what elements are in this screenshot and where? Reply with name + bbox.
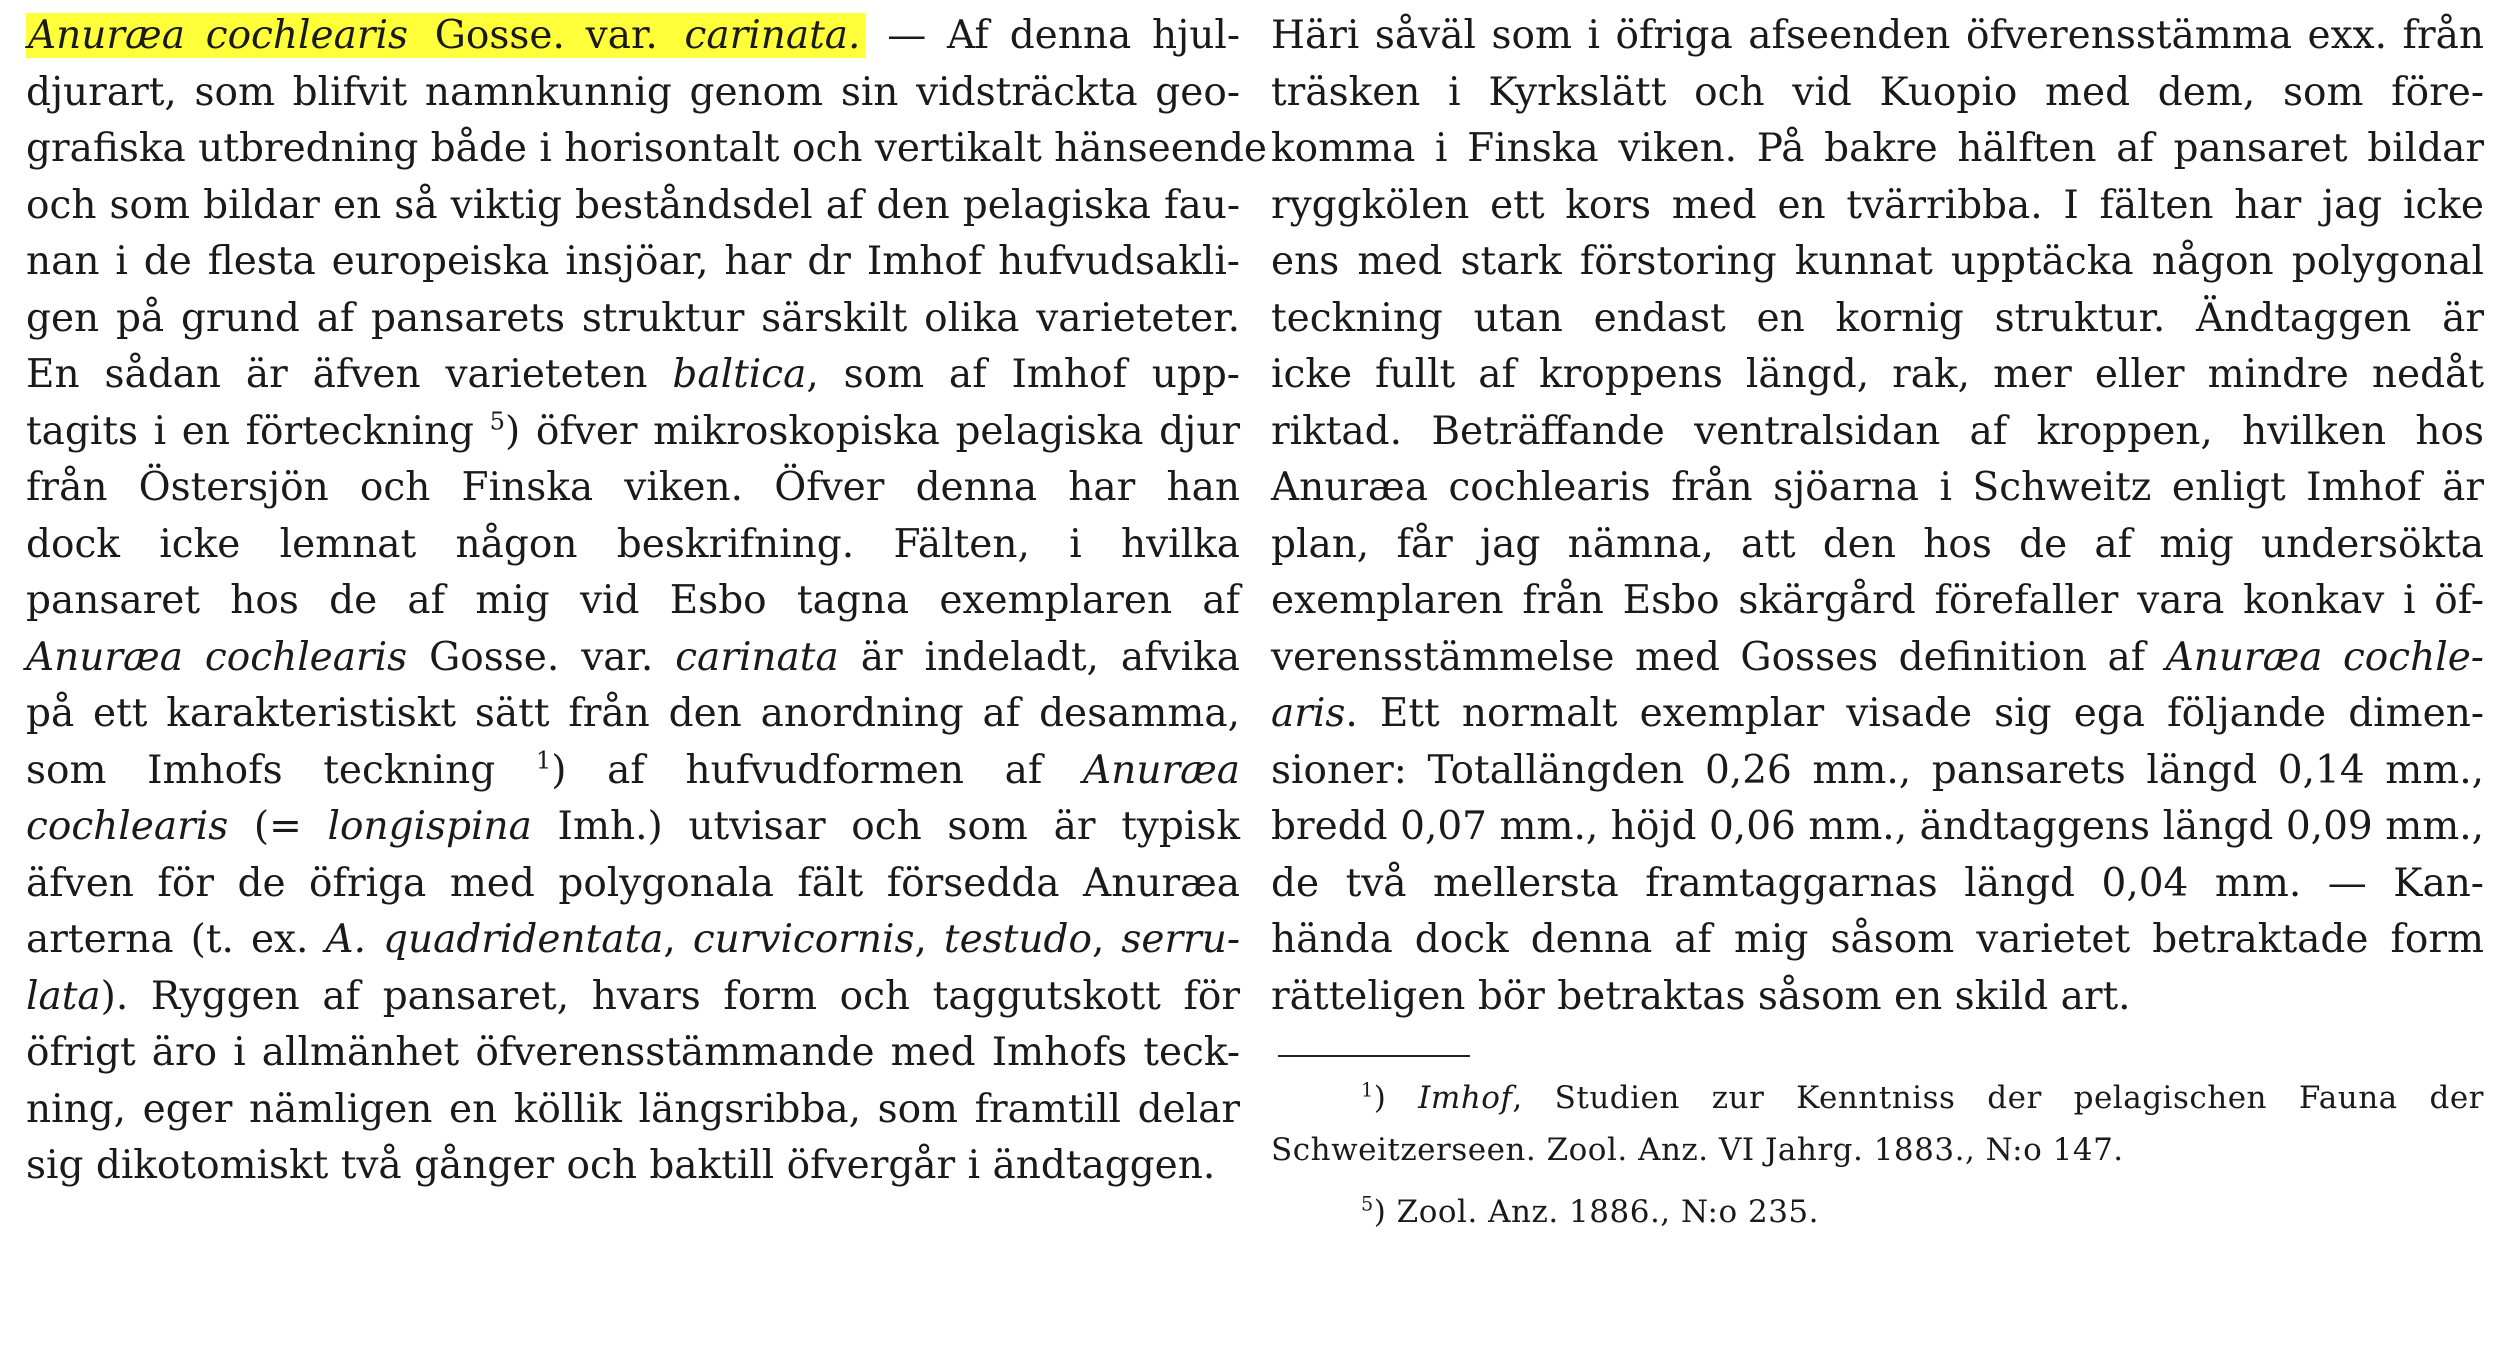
text-line <box>26 912 1240 969</box>
text-segment: hända dock denna af mig såsom varietet betraktade form <box>1271 917 2484 962</box>
text-segment: som Imhofs teckning <box>26 747 536 793</box>
text-segment: äfven för de öfriga med polygonala fält försedda Anuræa <box>26 860 1240 906</box>
footnote-marker: 5 <box>489 407 506 435</box>
text-line <box>26 234 1240 291</box>
footnote-line <box>1271 1072 2484 1124</box>
text-line <box>26 347 1240 404</box>
text-line <box>26 121 1267 178</box>
text-segment: verensstämmelse med Gosses definition af <box>1271 634 2166 680</box>
text-segment: från Östersjön och Finska viken. Öfver denna har han <box>26 465 1240 510</box>
text-line <box>1271 347 2484 404</box>
text-segment: teckning utan endast en kornig struktur. Ändtaggen är <box>1271 295 2484 341</box>
italic-text: curvicornis <box>692 917 915 962</box>
text-line <box>1271 799 2484 856</box>
text-line <box>1271 404 2484 461</box>
text-line <box>26 8 1240 65</box>
text-line <box>26 686 1240 743</box>
italic-text: Imhof <box>1418 1080 1513 1116</box>
text-segment: ) <box>1373 1080 1419 1116</box>
text-line <box>1271 573 2484 630</box>
footnote-marker: 1 <box>535 746 552 774</box>
text-line <box>1271 121 2484 178</box>
text-line <box>1271 65 2484 122</box>
text-segment: En sådan är äfven varieteten <box>26 352 673 397</box>
text-segment: , <box>663 917 693 962</box>
text-segment: pansaret hos de af mig vid Esbo tagna exemplaren af <box>26 578 1240 623</box>
text-line <box>26 630 1240 687</box>
text-line <box>26 1138 1240 1195</box>
text-segment: träsken i Kyrkslätt och vid Kuopio med dem, som före- <box>1271 69 2484 115</box>
text-line <box>26 178 1240 235</box>
text-segment: — Af denna hjul- <box>866 13 1240 58</box>
text-segment: på ett karakteristiskt sätt från den anordning af desamma, <box>26 691 1240 736</box>
text-line <box>26 969 1240 1026</box>
text-segment: gen på grund af pansarets struktur särskilt olika varieteter. <box>26 295 1240 341</box>
italic-text: aris <box>1271 691 1346 736</box>
text-segment: , Studien zur Kenntniss der pelagischen Fauna der <box>1512 1080 2484 1116</box>
italic-text: baltica <box>672 352 807 397</box>
text-line <box>1271 178 2484 235</box>
text-segment: Häri såväl som i öfriga afseenden öfverensstämma exx. från <box>1271 13 2484 58</box>
text-line <box>26 856 1240 913</box>
text-segment: dock icke lemnat någon beskrifning. Fälten, i hvilka <box>26 521 1240 567</box>
footnote-line <box>1271 1186 2484 1238</box>
text-segment: riktad. Beträffande ventralsidan af kroppen, hvilken hos <box>1271 408 2484 454</box>
text-segment: Imh.) utvisar och som är typisk <box>531 804 1240 849</box>
text-line <box>1271 460 2484 517</box>
text-segment: ). Ryggen af pansaret, hvars form och taggutskott för <box>100 973 1240 1019</box>
footnotes <box>1271 1072 2484 1238</box>
italic-text: lata <box>26 973 101 1019</box>
footnote-marker: 5 <box>1361 1192 1374 1216</box>
text-line <box>26 517 1240 574</box>
text-line <box>1271 912 2484 969</box>
footnote-marker: 1 <box>1361 1078 1374 1102</box>
italic-text: carinata <box>675 634 839 680</box>
footnote-rule <box>1278 1055 1470 1057</box>
text-line <box>26 65 1240 122</box>
italic-text: longispina <box>327 804 532 849</box>
text-segment: ning, eger nämligen en köllik längsribba, som framtill delar <box>26 1086 1240 1132</box>
italic-text: testudo <box>943 917 1092 962</box>
text-segment: plan, får jag nämna, att den hos de af mig undersökta <box>1271 521 2484 567</box>
text-line <box>1271 743 2484 800</box>
text-segment: sig dikotomiskt två gånger och baktill öfvergår i ändtaggen. <box>26 1143 1216 1188</box>
text-line <box>1271 856 2484 913</box>
text-segment: ) af hufvudformen af <box>551 747 1084 793</box>
text-segment: tagits i en förteckning <box>26 408 490 454</box>
text-segment: komma i Finska viken. På bakre hälften af pansaret bildar <box>1271 126 2484 171</box>
text-line <box>1271 630 2484 687</box>
text-segment: sioner: Totallängden 0,26 mm., pansarets längd 0,14 mm., <box>1271 747 2484 793</box>
italic-text: serru- <box>1121 917 1241 962</box>
text-line <box>26 460 1240 517</box>
text-segment: ) öfver mikroskopiska pelagiska djur <box>505 408 1240 454</box>
text-line <box>1271 969 2484 1026</box>
text-segment: grafiska utbredning både i horisontalt och vertikalt hänseende <box>26 126 1267 171</box>
text-segment: Schweitzerseen. Zool. Anz. VI Jahrg. 1883., N:o 147. <box>1271 1132 2124 1168</box>
text-segment: de två mellersta framtaggarnas längd 0,04 mm. — Kan- <box>1271 860 2484 906</box>
text-segment: exemplaren från Esbo skärgård förefaller vara konkav i öf- <box>1271 578 2484 623</box>
highlighted-text: carinata. <box>683 13 867 58</box>
footnote-spacer <box>1271 1176 2484 1186</box>
highlighted-text: Gosse. var. <box>414 13 683 58</box>
text-segment: Gosse. var. <box>407 634 676 680</box>
text-segment: bredd 0,07 mm., höjd 0,06 mm., ändtaggens längd 0,09 mm., <box>1271 804 2484 849</box>
text-column-right <box>1271 8 2484 1025</box>
text-segment: , som af Imhof upp- <box>806 352 1240 397</box>
text-segment: ens med stark förstoring kunnat upptäcka någon polygonal <box>1271 239 2484 284</box>
text-segment: (= <box>228 804 328 849</box>
italic-text: Anuræa cochlearis <box>26 634 408 680</box>
text-segment: rätteligen bör betraktas såsom en skild art. <box>1271 973 2131 1019</box>
text-line <box>1271 234 2484 291</box>
text-segment: arterna (t. ex. <box>26 917 326 962</box>
italic-text: Anuræa cochle- <box>2165 634 2484 680</box>
text-segment: öfrigt äro i allmänhet öfverensstämmande med Imhofs teck- <box>26 1030 1240 1075</box>
italic-text: cochlearis <box>26 804 229 849</box>
text-column-left <box>26 8 1267 1195</box>
text-segment: , <box>1091 917 1122 962</box>
text-segment: Anuræa cochlearis från sjöarna i Schweitz enligt Imhof är <box>1271 465 2484 510</box>
text-segment: ryggkölen ett kors med en tvärribba. I fälten har jag icke <box>1271 182 2484 228</box>
text-segment: . Ett normalt exemplar visade sig ega följande dimen- <box>1345 691 2484 736</box>
text-segment: och som bildar en så viktig beståndsdel af den pelagiska fau- <box>26 182 1240 228</box>
text-line <box>26 404 1240 461</box>
text-segment: ) Zool. Anz. 1886., N:o 235. <box>1373 1194 1820 1230</box>
text-line <box>26 1025 1240 1082</box>
text-segment: djurart, som blifvit namnkunnig genom sin vidsträckta geo- <box>26 69 1240 115</box>
text-line <box>26 799 1240 856</box>
text-line <box>1271 686 2484 743</box>
highlighted-text: Anuræa cochlearis <box>26 13 414 58</box>
text-line <box>26 743 1240 800</box>
text-segment: är indeladt, afvika <box>838 634 1240 680</box>
text-line <box>1271 291 2484 348</box>
text-line <box>26 291 1240 348</box>
text-line <box>1271 517 2484 574</box>
text-segment: , <box>914 917 944 962</box>
text-line <box>26 1082 1240 1139</box>
italic-text: Anuræa <box>1083 747 1240 793</box>
text-segment: nan i de flesta europeiska insjöar, har dr Imhof hufvudsakli- <box>26 239 1240 284</box>
text-line <box>1271 8 2484 65</box>
footnote-line <box>1271 1124 2484 1176</box>
text-segment: icke fullt af kroppens längd, rak, mer eller mindre nedåt <box>1271 352 2484 397</box>
italic-text: A. quadridentata <box>325 917 664 962</box>
text-line <box>26 573 1240 630</box>
